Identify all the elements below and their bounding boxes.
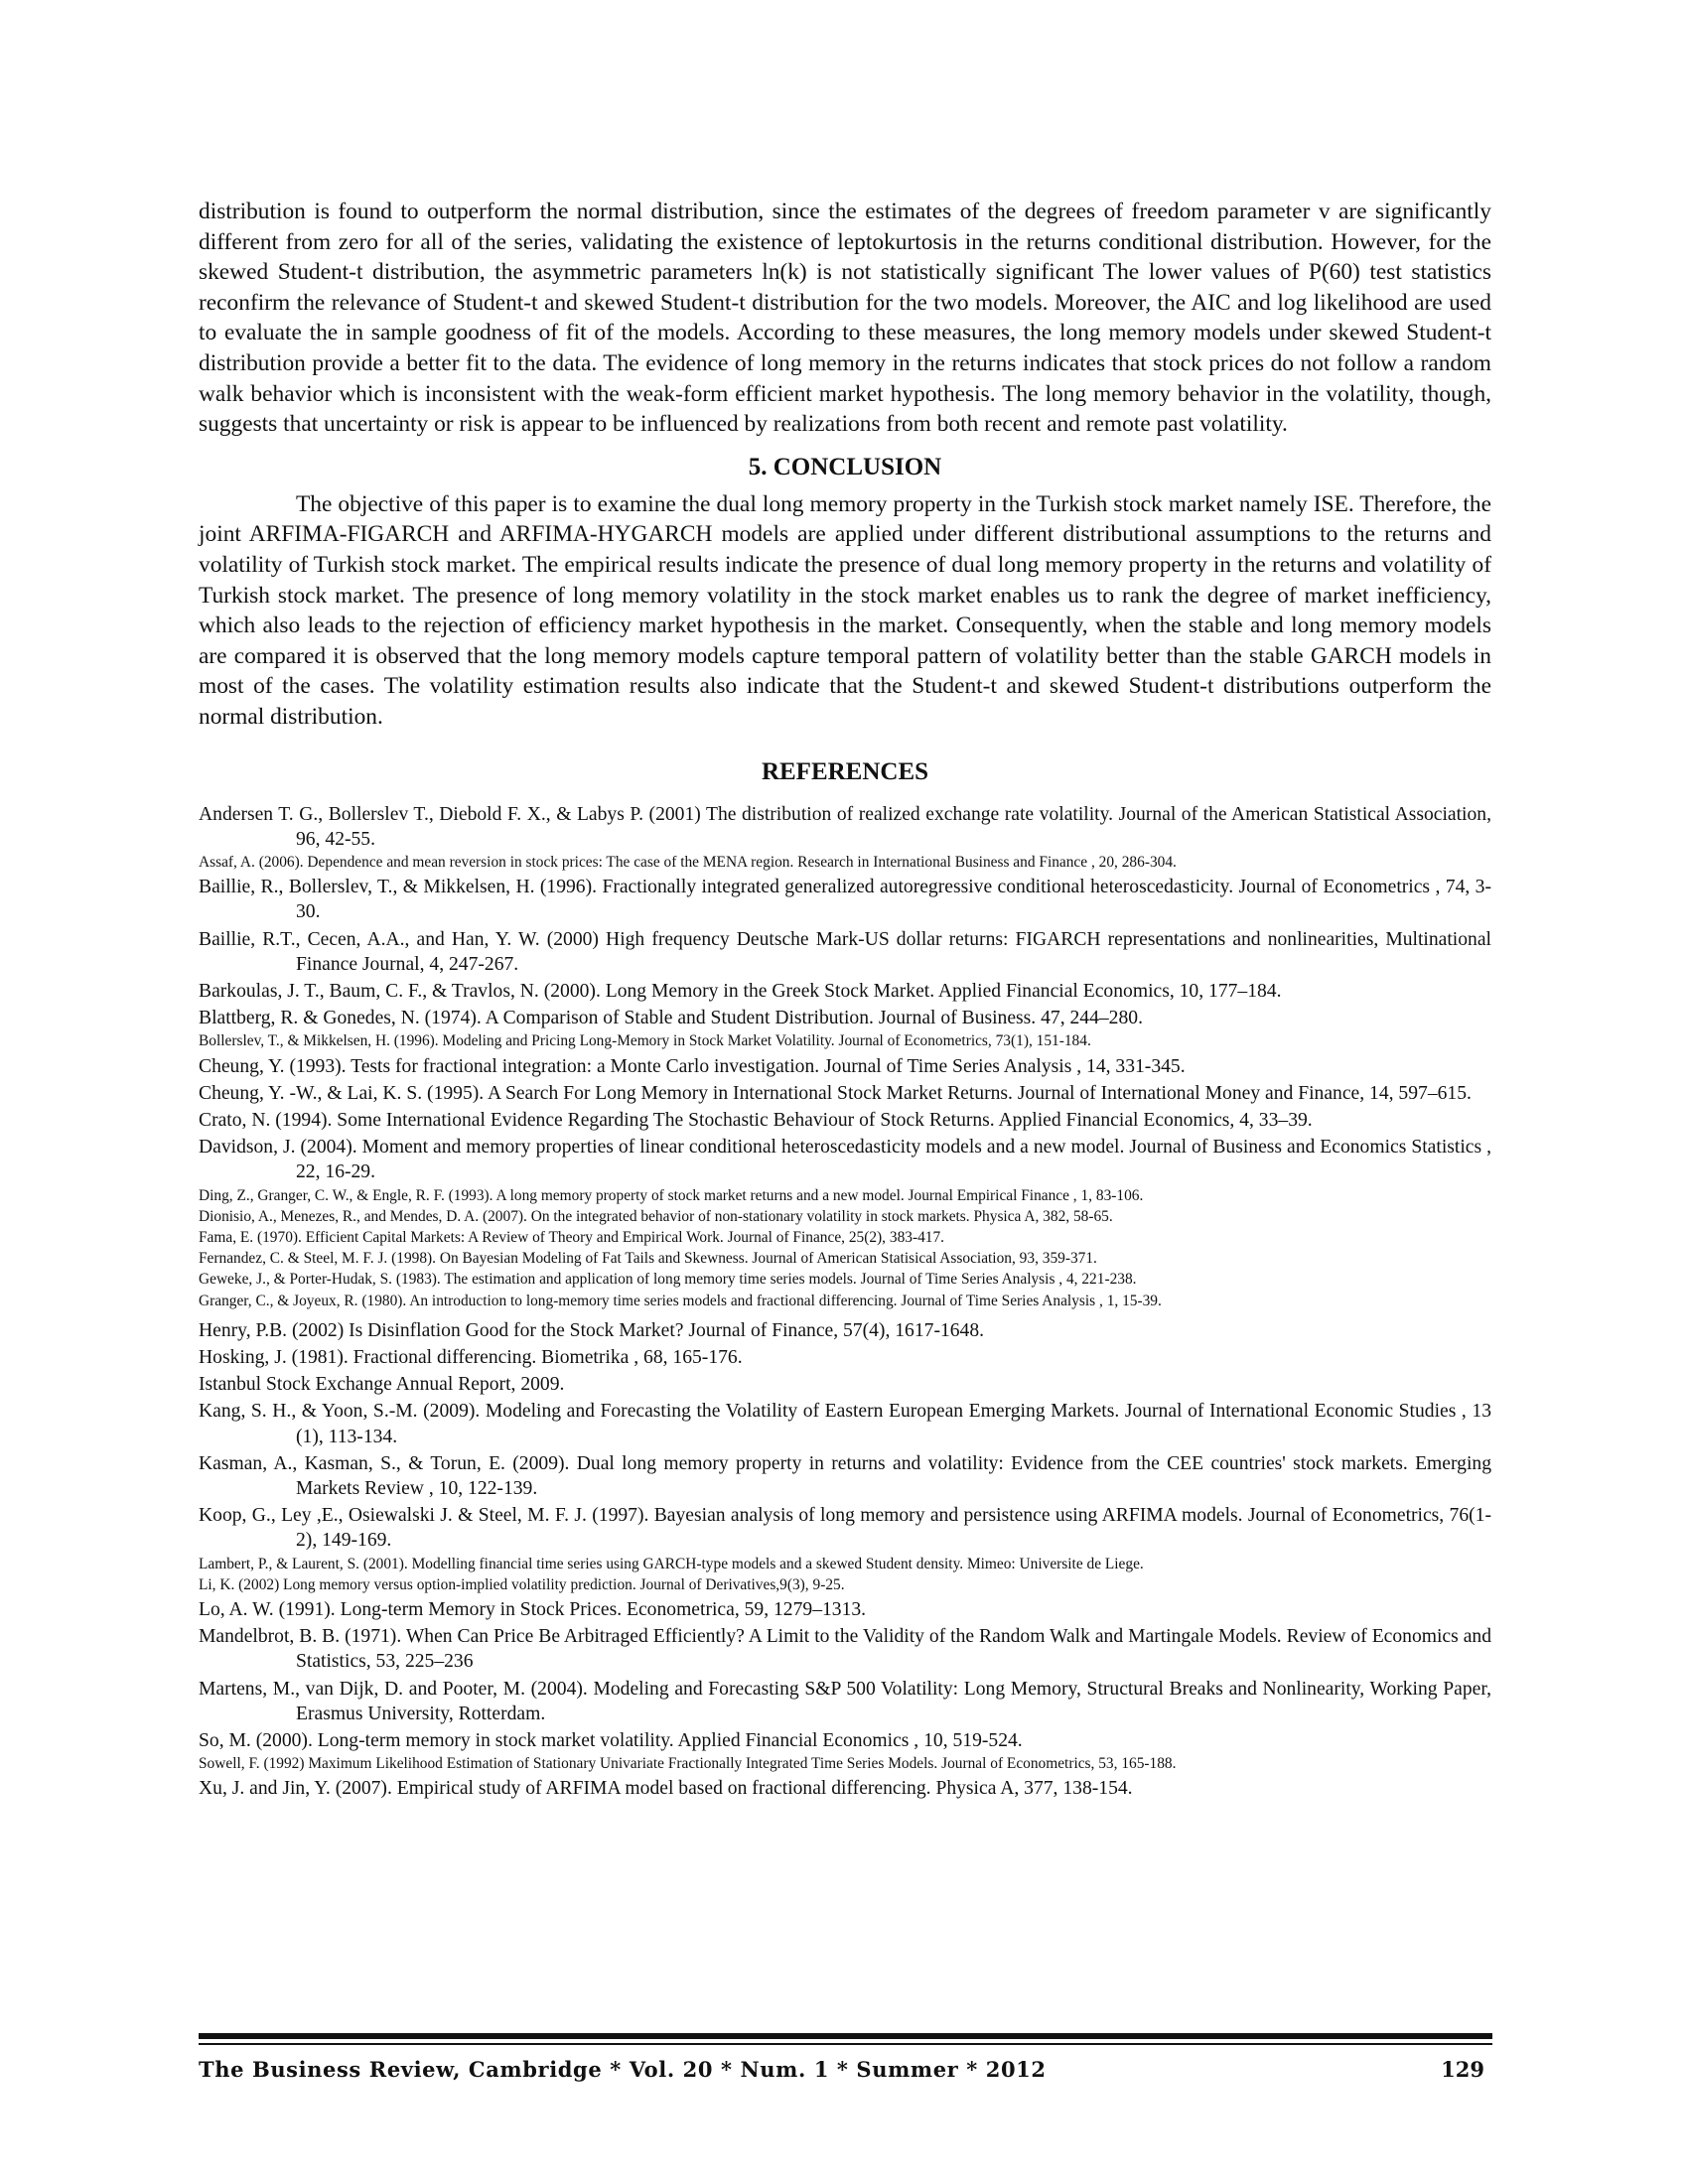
footer-journal: The Business Review, Cambridge * Vol. 20 * Num. 1 * Summer * 2012 bbox=[199, 2057, 1047, 2082]
reference-item: Sowell, F. (1992) Maximum Likelihood Estimation of Stationary Univariate Fractionally Integrated Time Series Models. Journal of Econometrics, 53, 165-188. bbox=[199, 1755, 1177, 1773]
reference-item: Geweke, J., & Porter-Hudak, S. (1983). The estimation and application of long memory time series models. Journal of Time Series Analysis , 4, 221-238. bbox=[199, 1271, 1137, 1289]
reference-item: Cheung, Y. (1993). Tests for fractional integration: a Monte Carlo investigation. Journal of Time Series Analysis , 14, 331-345. bbox=[199, 1055, 1186, 1077]
reference-item: Henry, P.B. (2002) Is Disinflation Good for the Stock Market? Journal of Finance, 57(4), 1617-1648. bbox=[199, 1319, 985, 1341]
reference-item: Hosking, J. (1981). Fractional differencing. Biometrika , 68, 165-176. bbox=[199, 1346, 743, 1368]
reference-item: Blattberg, R. & Gonedes, N. (1974). A Comparison of Stable and Student Distribution. Journal of Business. 47, 244–280. bbox=[199, 1008, 1143, 1029]
reference-item: Crato, N. (1994). Some International Evidence Regarding The Stochastic Behaviour of Stock Returns. Applied Financial Economics, 4, 33–39. bbox=[199, 1109, 1313, 1131]
reference-item: Xu, J. and Jin, Y. (2007). Empirical study of ARFIMA model based on fractional differencing. Physica A, 377, 138-154. bbox=[199, 1778, 1133, 1800]
reference-item: Li, K. (2002) Long memory versus option-implied volatility prediction. Journal of Derivatives,9(3), 9-25. bbox=[199, 1575, 845, 1593]
reference-item: So, M. (2000). Long-term memory in stock market volatility. Applied Financial Economics , 10, 519-524. bbox=[199, 1730, 1023, 1752]
reference-item: Fernandez, C. & Steel, M. F. J. (1998). On Bayesian Modeling of Fat Tails and Skewness. Journal of American Statisical Association, 93, 359-371. bbox=[199, 1250, 1097, 1268]
reference-item: Bollerslev, T., & Mikkelsen, H. (1996). Modeling and Pricing Long-Memory in Stock Market Volatility. Journal of Econometrics, 73(1), 151-184. bbox=[199, 1032, 1091, 1050]
page-body bbox=[199, 197, 1491, 1802]
references-heading: REFERENCES bbox=[761, 757, 929, 785]
reference-item: Lambert, P., & Laurent, S. (2001). Modelling financial time series using GARCH-type models and a skewed Student density. Mimeo: Universite de Liege. bbox=[199, 1555, 1144, 1572]
top-paragraph: distribution is found to outperform the normal distribution, since the estimates of the degrees of freedom parameter v are significantly different from zero for all of the series, validating the existence of leptokurtosis in the returns conditional distribution. However, for the skewed Student-t distribution, the asymmetric parameters ln(k) is not statistically significant The lower values of P(60) test statistics reconfirm the relevance of Student-t and skewed Student-t distribution for the two models. Moreover, the AIC and log likelihood are used to evaluate the in sample goodness of fit of the models. According to these measures, the long memory models under skewed Student-t distribution provide a better fit to the data. The evidence of long memory in the returns indicates that stock prices do not follow a random walk behavior which is inconsistent with the weak-form efficient market hypothesis. The long memory behavior in the volatility, though, suggests that uncertainty or risk is appear to be influenced by realizations from both recent and remote past volatility. bbox=[199, 199, 1491, 438]
reference-item: Barkoulas, J. T., Baum, C. F., & Travlos, N. (2000). Long Memory in the Greek Stock Market. Applied Financial Economics, 10, 177–184. bbox=[199, 980, 1282, 1002]
reference-item: Dionisio, A., Menezes, R., and Mendes, D. A. (2007). On the integrated behavior of non-stationary volatility in stock markets. Physica A, 382, 58-65. bbox=[199, 1207, 1113, 1225]
page-footer bbox=[199, 2033, 1492, 2107]
reference-item: Koop, G., Ley ,E., Osiewalski J. & Steel, M. F. J. (1997). Bayesian analysis of long memory and persistence using ARFIMA models. Journal of Econometrics, 76(1-2), 149-169. bbox=[199, 1505, 1491, 1552]
reference-item: Assaf, A. (2006). Dependence and mean reversion in stock prices: The case of the MENA region. Research in International Business and Finance , 20, 286-304. bbox=[199, 853, 1177, 871]
reference-item: Mandelbrot, B. B. (1971). When Can Price Be Arbitraged Efficiently? A Limit to the Validity of the Random Walk and Martingale Models. Review of Economics and Statistics, 53, 225–236 bbox=[199, 1626, 1491, 1673]
page-number: 129 bbox=[1441, 2057, 1484, 2082]
reference-item: Andersen T. G., Bollerslev T., Diebold F. X., & Labys P. (2001) The distribution of realized exchange rate volatility. Journal of the American Statistical Association, 96, 42-55. bbox=[199, 803, 1491, 850]
reference-item: Martens, M., van Dijk, D. and Pooter, M. (2004). Modeling and Forecasting S&P 500 Volatility: Long Memory, Structural Breaks and Nonlinearity, Working Paper, Erasmus University, Rotterdam. bbox=[199, 1678, 1491, 1724]
reference-item: Fama, E. (1970). Efficient Capital Markets: A Review of Theory and Empirical Work. Journal of Finance, 25(2), 383-417. bbox=[199, 1228, 945, 1246]
reference-item: Granger, C., & Joyeux, R. (1980). An introduction to long-memory time series models and fractional differencing. Journal of Time Series Analysis , 1, 15-39. bbox=[199, 1292, 1162, 1309]
footer-rule-thin bbox=[199, 2043, 1492, 2045]
reference-item: Ding, Z., Granger, C. W., & Engle, R. F. (1993). A long memory property of stock market returns and a new model. Journal Empirical Finance , 1, 83-106. bbox=[199, 1186, 1144, 1204]
reference-item: Davidson, J. (2004). Moment and memory properties of linear conditional heteroscedasticity models and a new model. Journal of Business and Economics Statistics , 22, 16-29. bbox=[199, 1137, 1491, 1183]
conclusion-heading: 5. CONCLUSION bbox=[748, 453, 942, 480]
reference-item: Lo, A. W. (1991). Long-term Memory in Stock Prices. Econometrica, 59, 1279–1313. bbox=[199, 1599, 867, 1620]
reference-item: Kasman, A., Kasman, S., & Torun, E. (2009). Dual long memory property in returns and volatility: Evidence from the CEE countries' stock markets. Emerging Markets Review , 10, 122-139. bbox=[199, 1452, 1491, 1499]
reference-item: Istanbul Stock Exchange Annual Report, 2009. bbox=[199, 1374, 565, 1396]
conclusion-paragraph: The objective of this paper is to examine the dual long memory property in the Turkish stock market namely ISE. Therefore, the joint ARFIMA-FIGARCH and ARFIMA-HYGARCH models are applied under different distributional assumptions to the returns and volatility of Turkish stock market. The empirical results indicate the presence of dual long memory property in the returns and volatility of Turkish stock market. The presence of long memory volatility in the stock market enables us to rank the degree of market inefficiency, which also leads to the rejection of efficiency market hypothesis in the market. Consequently, when the stable and long memory models are compared it is observed that the long memory models capture temporal pattern of volatility better than the stable GARCH models in most of the cases. The volatility estimation results also indicate that the Student-t and skewed Student-t distributions outperform the normal distribution. bbox=[199, 490, 1491, 730]
reference-list bbox=[199, 802, 1491, 1802]
reference-item: Cheung, Y. -W., & Lai, K. S. (1995). A Search For Long Memory in International Stock Market Returns. Journal of International Money and Finance, 14, 597–615. bbox=[199, 1082, 1472, 1104]
reference-item: Baillie, R., Bollerslev, T., & Mikkelsen, H. (1996). Fractionally integrated generalized autoregressive conditional heteroscedasticity. Journal of Econometrics , 74, 3-30. bbox=[199, 877, 1491, 923]
reference-item: Kang, S. H., & Yoon, S.-M. (2009). Modeling and Forecasting the Volatility of Eastern European Emerging Markets. Journal of International Economic Studies , 13 (1), 113-134. bbox=[199, 1401, 1491, 1447]
reference-item: Baillie, R.T., Cecen, A.A., and Han, Y. W. (2000) High frequency Deutsche Mark-US dollar returns: FIGARCH representations and nonlinearities, Multinational Finance Journal, 4, 247-267. bbox=[199, 928, 1491, 975]
footer-rule-thick bbox=[199, 2033, 1492, 2039]
